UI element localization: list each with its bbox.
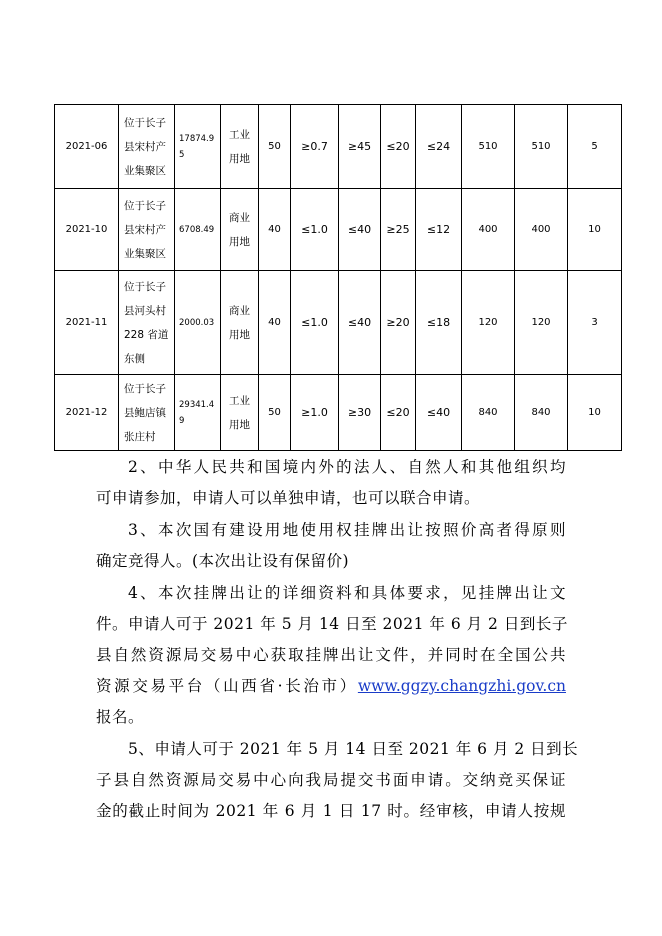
area-cell-line: 2000.03 <box>179 317 215 328</box>
height-cell: ≤40 <box>416 375 462 451</box>
location-cell-line: 228 省道 <box>124 328 169 341</box>
area-cell-line: 5 <box>179 149 185 160</box>
land-use-cell-line: 用地 <box>229 328 250 341</box>
location-cell-line: 位于长子 <box>124 199 166 212</box>
land-use-cell <box>221 189 259 271</box>
location-cell-line: 县鲍店镇 <box>124 406 166 419</box>
location-cell <box>119 189 175 271</box>
deposit-cell: 120 <box>515 271 568 375</box>
increment-cell: 10 <box>568 189 622 271</box>
area-cell-line: 17874.9 <box>179 133 215 144</box>
platform-link[interactable]: www.ggzy.changzhi.gov.cn <box>357 677 566 695</box>
start-price-cell: 840 <box>462 375 515 451</box>
plot-ratio-cell: ≤1.0 <box>291 271 339 375</box>
increment-cell: 3 <box>568 271 622 375</box>
paragraph-4-line-4 <box>96 671 566 702</box>
area-cell-line: 29341.4 <box>179 399 215 410</box>
paragraph-4-line-5: 报名。 <box>96 708 145 726</box>
plot-ratio-cell: ≤1.0 <box>291 189 339 271</box>
density-cell: ≥30 <box>339 375 381 451</box>
table-row <box>55 105 622 189</box>
location-cell-line: 县宋村产 <box>124 140 166 153</box>
green-ratio-cell: ≤20 <box>381 375 416 451</box>
height-cell: ≤12 <box>416 189 462 271</box>
years-cell: 50 <box>259 105 291 189</box>
land-use-cell-line: 工业 <box>229 128 250 141</box>
table-row <box>55 375 622 451</box>
area-cell <box>175 375 221 451</box>
land-parcel-table <box>54 104 622 451</box>
area-cell-line: 9 <box>179 415 185 426</box>
density-cell: ≤40 <box>339 271 381 375</box>
land-use-cell-line: 用地 <box>229 235 250 248</box>
start-price-cell: 400 <box>462 189 515 271</box>
location-cell <box>119 271 175 375</box>
paragraph-5-line-1: 5、申请人可于 2021 年 5 月 14 日至 2021 年 6 月 2 日到长 <box>128 740 579 758</box>
paragraph-4-line-3: 县自然资源局交易中心获取挂牌出让文件，并同时在全国公共 <box>96 646 566 664</box>
plot-ratio-cell: ≥1.0 <box>291 375 339 451</box>
land-use-cell <box>221 375 259 451</box>
green-ratio-cell: ≥20 <box>381 271 416 375</box>
paragraph-3-line-2: 确定竞得人。(本次出让设有保留价) <box>96 552 350 570</box>
green-ratio-cell: ≤20 <box>381 105 416 189</box>
table-row <box>55 189 622 271</box>
paragraph-3-line-1: 3、本次国有建设用地使用权挂牌出让按照价高者得原则 <box>128 521 566 539</box>
location-cell-line: 县河头村 <box>124 304 166 317</box>
location-cell-line: 位于长子 <box>124 382 166 395</box>
location-cell-line: 业集聚区 <box>124 164 166 177</box>
land-use-cell-line: 工业 <box>229 394 250 407</box>
years-cell: 40 <box>259 189 291 271</box>
location-cell <box>119 105 175 189</box>
height-cell: ≤18 <box>416 271 462 375</box>
area-cell-line: 6708.49 <box>179 224 215 235</box>
increment-cell: 10 <box>568 375 622 451</box>
area-cell <box>175 105 221 189</box>
land-use-cell-line: 用地 <box>229 152 250 165</box>
location-cell <box>119 375 175 451</box>
years-cell: 50 <box>259 375 291 451</box>
location-cell-line: 县宋村产 <box>124 223 166 236</box>
land-use-cell <box>221 271 259 375</box>
location-cell-line: 东侧 <box>124 352 145 365</box>
paragraph-4 <box>96 578 566 733</box>
land-use-cell-line: 用地 <box>229 418 250 431</box>
location-cell-line: 张庄村 <box>124 430 156 443</box>
table-row <box>55 271 622 375</box>
paragraph-4-line-1: 4、本次挂牌出让的详细资料和具体要求，见挂牌出让文 <box>128 584 566 602</box>
location-cell-line: 业集聚区 <box>124 247 166 260</box>
deposit-cell: 840 <box>515 375 568 451</box>
start-price-cell: 120 <box>462 271 515 375</box>
deposit-cell: 510 <box>515 105 568 189</box>
paragraph-5-line-2: 子县自然资源局交易中心向我局提交书面申请。交纳竞买保证 <box>96 771 566 789</box>
paragraph-4-line-2: 件。申请人可于 2021 年 5 月 14 日至 2021 年 6 月 2 日到长子 <box>96 615 568 633</box>
green-ratio-cell: ≥25 <box>381 189 416 271</box>
paragraph-3 <box>96 515 566 577</box>
land-use-cell-line: 商业 <box>229 304 250 317</box>
paragraph-2 <box>96 452 566 514</box>
density-cell: ≥45 <box>339 105 381 189</box>
land-use-cell-line: 商业 <box>229 211 250 224</box>
plot-ratio-cell: ≥0.7 <box>291 105 339 189</box>
increment-cell: 5 <box>568 105 622 189</box>
area-cell <box>175 189 221 271</box>
height-cell: ≤24 <box>416 105 462 189</box>
years-cell: 40 <box>259 271 291 375</box>
date-cell: 2021-11 <box>55 271 119 375</box>
paragraph-2-line-2: 可申请参加，申请人可以单独申请，也可以联合申请。 <box>96 489 481 507</box>
date-cell: 2021-12 <box>55 375 119 451</box>
location-cell-line: 位于长子 <box>124 280 166 293</box>
paragraph-5 <box>96 734 579 827</box>
date-cell: 2021-10 <box>55 189 119 271</box>
location-cell-line: 位于长子 <box>124 116 166 129</box>
deposit-cell: 400 <box>515 189 568 271</box>
land-use-cell <box>221 105 259 189</box>
area-cell <box>175 271 221 375</box>
paragraph-5-line-3: 金的截止时间为 2021 年 6 月 1 日 17 时。经审核，申请人按规 <box>96 802 566 820</box>
paragraph-2-line-1: 2、中华人民共和国境内外的法人、自然人和其他组织均 <box>128 458 566 476</box>
start-price-cell: 510 <box>462 105 515 189</box>
platform-name: 资源交易平台（山西省·长治市） <box>96 677 358 695</box>
date-cell: 2021-06 <box>55 105 119 189</box>
density-cell: ≤40 <box>339 189 381 271</box>
